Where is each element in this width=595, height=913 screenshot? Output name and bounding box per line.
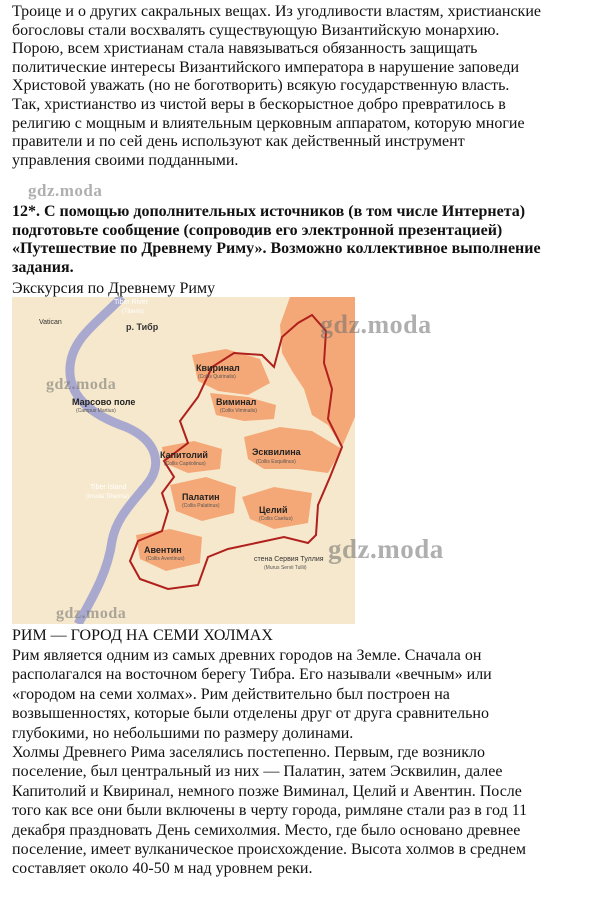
intro-line: политические интересы Византийского императора в нарушение заповеди xyxy=(12,58,520,76)
body-line: декабря праздновать День семихолмия. Место, где было основано древнее xyxy=(12,821,521,839)
body-line: глубокими, но небольшими по размеру долинами. xyxy=(12,724,354,742)
label-capitol-ru: Капитолий xyxy=(160,450,208,460)
label-mars-ru: Марсово поле xyxy=(72,397,136,407)
label-capitol-lat: (Collis Capitolinus) xyxy=(164,461,206,467)
label-aventine-lat: (Collis Aventinus) xyxy=(146,556,185,562)
label-caelian-ru: Целий xyxy=(259,505,288,515)
body-line: того как все они были включены в черту города, римляне стали раз в год 11 xyxy=(12,802,528,820)
body-line: поселение, был центральный из них — Палатин, затем Эсквилин, далее xyxy=(12,763,503,781)
body-line: Рим является одним из самых древних городов на Земле. Сначала он xyxy=(12,647,482,664)
watermark: gdz.moda xyxy=(328,534,444,564)
watermark: gdz.moda xyxy=(320,310,432,339)
intro-line: правители и по сей день используют как действенный инструмент xyxy=(12,133,465,151)
body-line: «городом на семи холмах». Рим действительно был построен на xyxy=(12,685,450,703)
body-line: поселение, имеет вулканическое происхождение. Высота холмов в среднем xyxy=(12,841,526,859)
label-wall-lat: (Murus Servii Tullii) xyxy=(264,565,307,571)
intro-line: управления своими подданными. xyxy=(12,151,239,169)
label-quirinal-lat: (Collis Quirinalis) xyxy=(198,374,236,380)
task-paragraph xyxy=(12,203,587,277)
intro-line: Так, христианство из чистой веры в бескорыстное добро превратилось в xyxy=(12,95,506,113)
intro-paragraph xyxy=(12,3,587,170)
body-paragraph xyxy=(12,646,587,879)
rome-map-svg xyxy=(12,297,355,624)
label-palatine-lat: (Collis Palatinus) xyxy=(182,503,220,509)
label-vatican: Vatican xyxy=(39,319,62,326)
section-title: РИМ — ГОРОД НА СЕМИ ХОЛМАХ xyxy=(12,627,273,644)
excursion-caption: Экскурсия по Древнему Риму xyxy=(12,280,216,297)
body-line: Холмы Древнего Рима заселялись постепенно. Первым, где возникло xyxy=(12,744,485,762)
intro-line: Троице и о других сакральных вещах. Из угодливости властям, христианские xyxy=(12,3,541,20)
watermark: gdz.moda xyxy=(56,605,127,622)
label-viminal-ru: Виминал xyxy=(216,397,257,407)
rome-map xyxy=(12,297,355,624)
task-line: «Путешествие по Древнему Риму». Возможно коллективное выполнение xyxy=(12,240,541,258)
watermark: gdz.moda xyxy=(46,376,117,393)
label-palatine-ru: Палатин xyxy=(182,492,220,502)
label-viminal-lat: (Collis Viminalis) xyxy=(220,408,257,414)
task-line: 12*. С помощью дополнительных источников (в том числе Интернета) xyxy=(12,203,526,220)
task-line: задания. xyxy=(12,258,74,276)
intro-line: Порою, всем христианам стала навязываться обязанность защищать xyxy=(12,40,478,58)
body-line: располагался на восточном берегу Тибра. Его называли «вечным» или xyxy=(12,666,492,684)
label-caelian-lat: (Collis Caelius) xyxy=(259,516,293,522)
label-tiber-en: Tiber River xyxy=(114,299,148,306)
label-aventine-ru: Авентин xyxy=(144,545,182,555)
body-line: составляет около 40-50 м над уровнем реки. xyxy=(12,860,313,878)
body-line: Капитолий и Квиринал, немного позже Виминал, Целий и Авентин. После xyxy=(12,782,522,800)
label-island-en: Tiber Island xyxy=(90,484,127,491)
label-wall-ru: стена Сервия Туллия xyxy=(254,556,324,563)
label-mars-lat: (Campus Martius) xyxy=(76,408,116,414)
intro-line: богословы стали восхвалять существующую Византийскую монархию. xyxy=(12,21,500,39)
body-line: возвышенностях, которые были отделены друг от друга сравнительно xyxy=(12,705,489,723)
label-esquiline-ru: Эсквилина xyxy=(252,447,301,457)
label-tiber-ru: р. Тибр xyxy=(126,322,159,332)
label-island-lat: (Insula Tiberina) xyxy=(86,494,130,500)
label-quirinal-ru: Квиринал xyxy=(196,363,240,373)
intro-line: религию с мощным и влиятельным церковным аппаратом, которую многие xyxy=(12,114,525,132)
tiber-island xyxy=(130,480,142,486)
task-line: подготовьте сообщение (сопроводив его электронной презентацией) xyxy=(12,221,503,239)
watermark: gdz.moda xyxy=(28,181,103,200)
intro-line: Христовой уважать (но не боготворить) всякую государственную власть. xyxy=(12,77,510,95)
label-esquiline-lat: (Collis Esquilinus) xyxy=(256,459,296,465)
label-tiber-lat: (Tiberis) xyxy=(122,309,144,315)
